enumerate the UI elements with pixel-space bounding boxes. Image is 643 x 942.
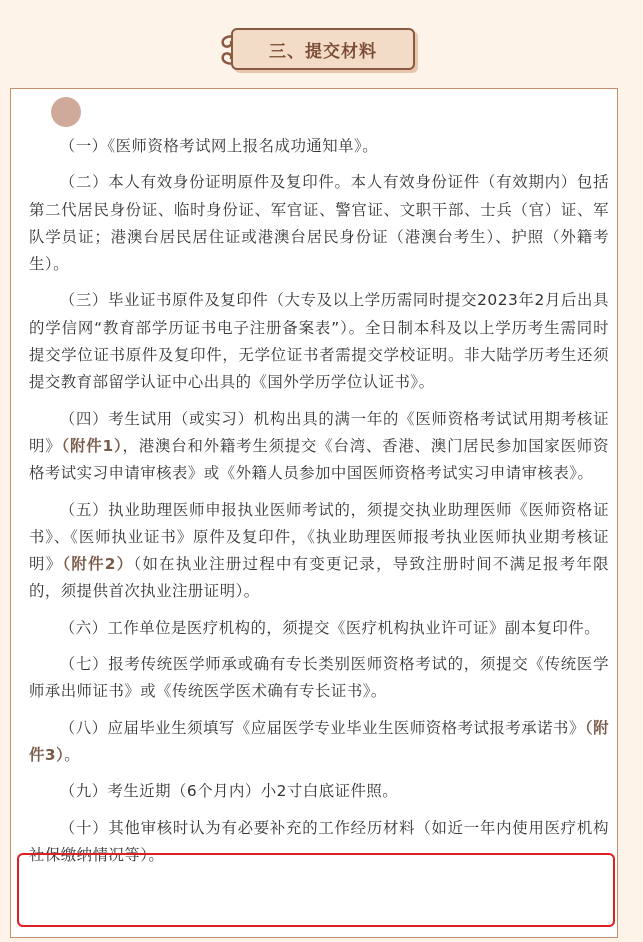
list-item: （八）应届毕业生须填写《应届医学专业毕业生医师资格考试报考承诺书》（附件3）。	[29, 718, 609, 764]
decorative-dot	[51, 97, 81, 127]
list-item: （十）其他审核时认为有必要补充的工作经历材料（如近一年内使用医疗机构社保缴纳情况等）。	[29, 818, 609, 864]
list-item: （二）本人有效身份证明原件及复印件。本人有效身份证件（有效期内）包括第二代居民身份证、临时身份证、军官证、警官证、文职干部、士兵（官）证、军队学员证；港澳台居民居住证或港澳台居民身份证（港澳台考生）、护照（外籍考生）。	[29, 173, 609, 274]
list-item: （四）考生试用（或实习）机构出具的满一年的《医师资格考试试用期考核证明》（附件1），港澳台和外籍考生须提交《台湾、香港、澳门居民参加国家医师资格考试实习申请审核表》或《外籍人员参加中国医师资格考试实习申请审核表》。	[29, 409, 609, 483]
attachment-ref: （附件3）	[29, 718, 609, 764]
list-item: （六）工作单位是医疗机构的，须提交《医疗机构执业许可证》副本复印件。	[59, 618, 601, 637]
list-item: （七）报考传统医学师承或确有专长类别医师资格考试的，须提交《传统医学师承出师证书》或《传统医学医术确有专长证书》。	[29, 655, 609, 701]
section-title: 三、提交材料	[231, 28, 415, 70]
list-item: （一）《医师资格考试网上报名成功通知单》。	[59, 137, 379, 155]
content-panel	[10, 88, 618, 938]
list-item: （三）毕业证书原件及复印件（大专及以上学历需同时提交2023年2月后出具的学信网“教育部学历证书电子注册备案表”）。全日制本科及以上学历考生需同时提交学位证书原件及复印件，无学位证书者需提交学校证明。非大陆学历考生还须提交教育部留学认证中心出具的《国外学历学位认证书》。	[29, 291, 609, 392]
attachment-ref: （附件2）	[62, 555, 134, 574]
materials-list	[29, 133, 609, 878]
list-item: （九）考生近期（6个月内）小2寸白底证件照。	[59, 782, 399, 801]
list-item: （五）执业助理医师申报执业医师考试的，须提交执业助理医师《医师资格证书》、《医师执业证书》原件及复印件，《执业助理医师报考执业医师执业期考核证明》（附件2）（如在执业注册过程中有变更记录，导致注册时间不满足报考年限的，须提供首次执业注册证明）。	[29, 500, 609, 601]
attachment-ref: （附件1）	[61, 436, 123, 455]
section-header	[215, 26, 420, 74]
red-highlight-box	[17, 853, 615, 927]
